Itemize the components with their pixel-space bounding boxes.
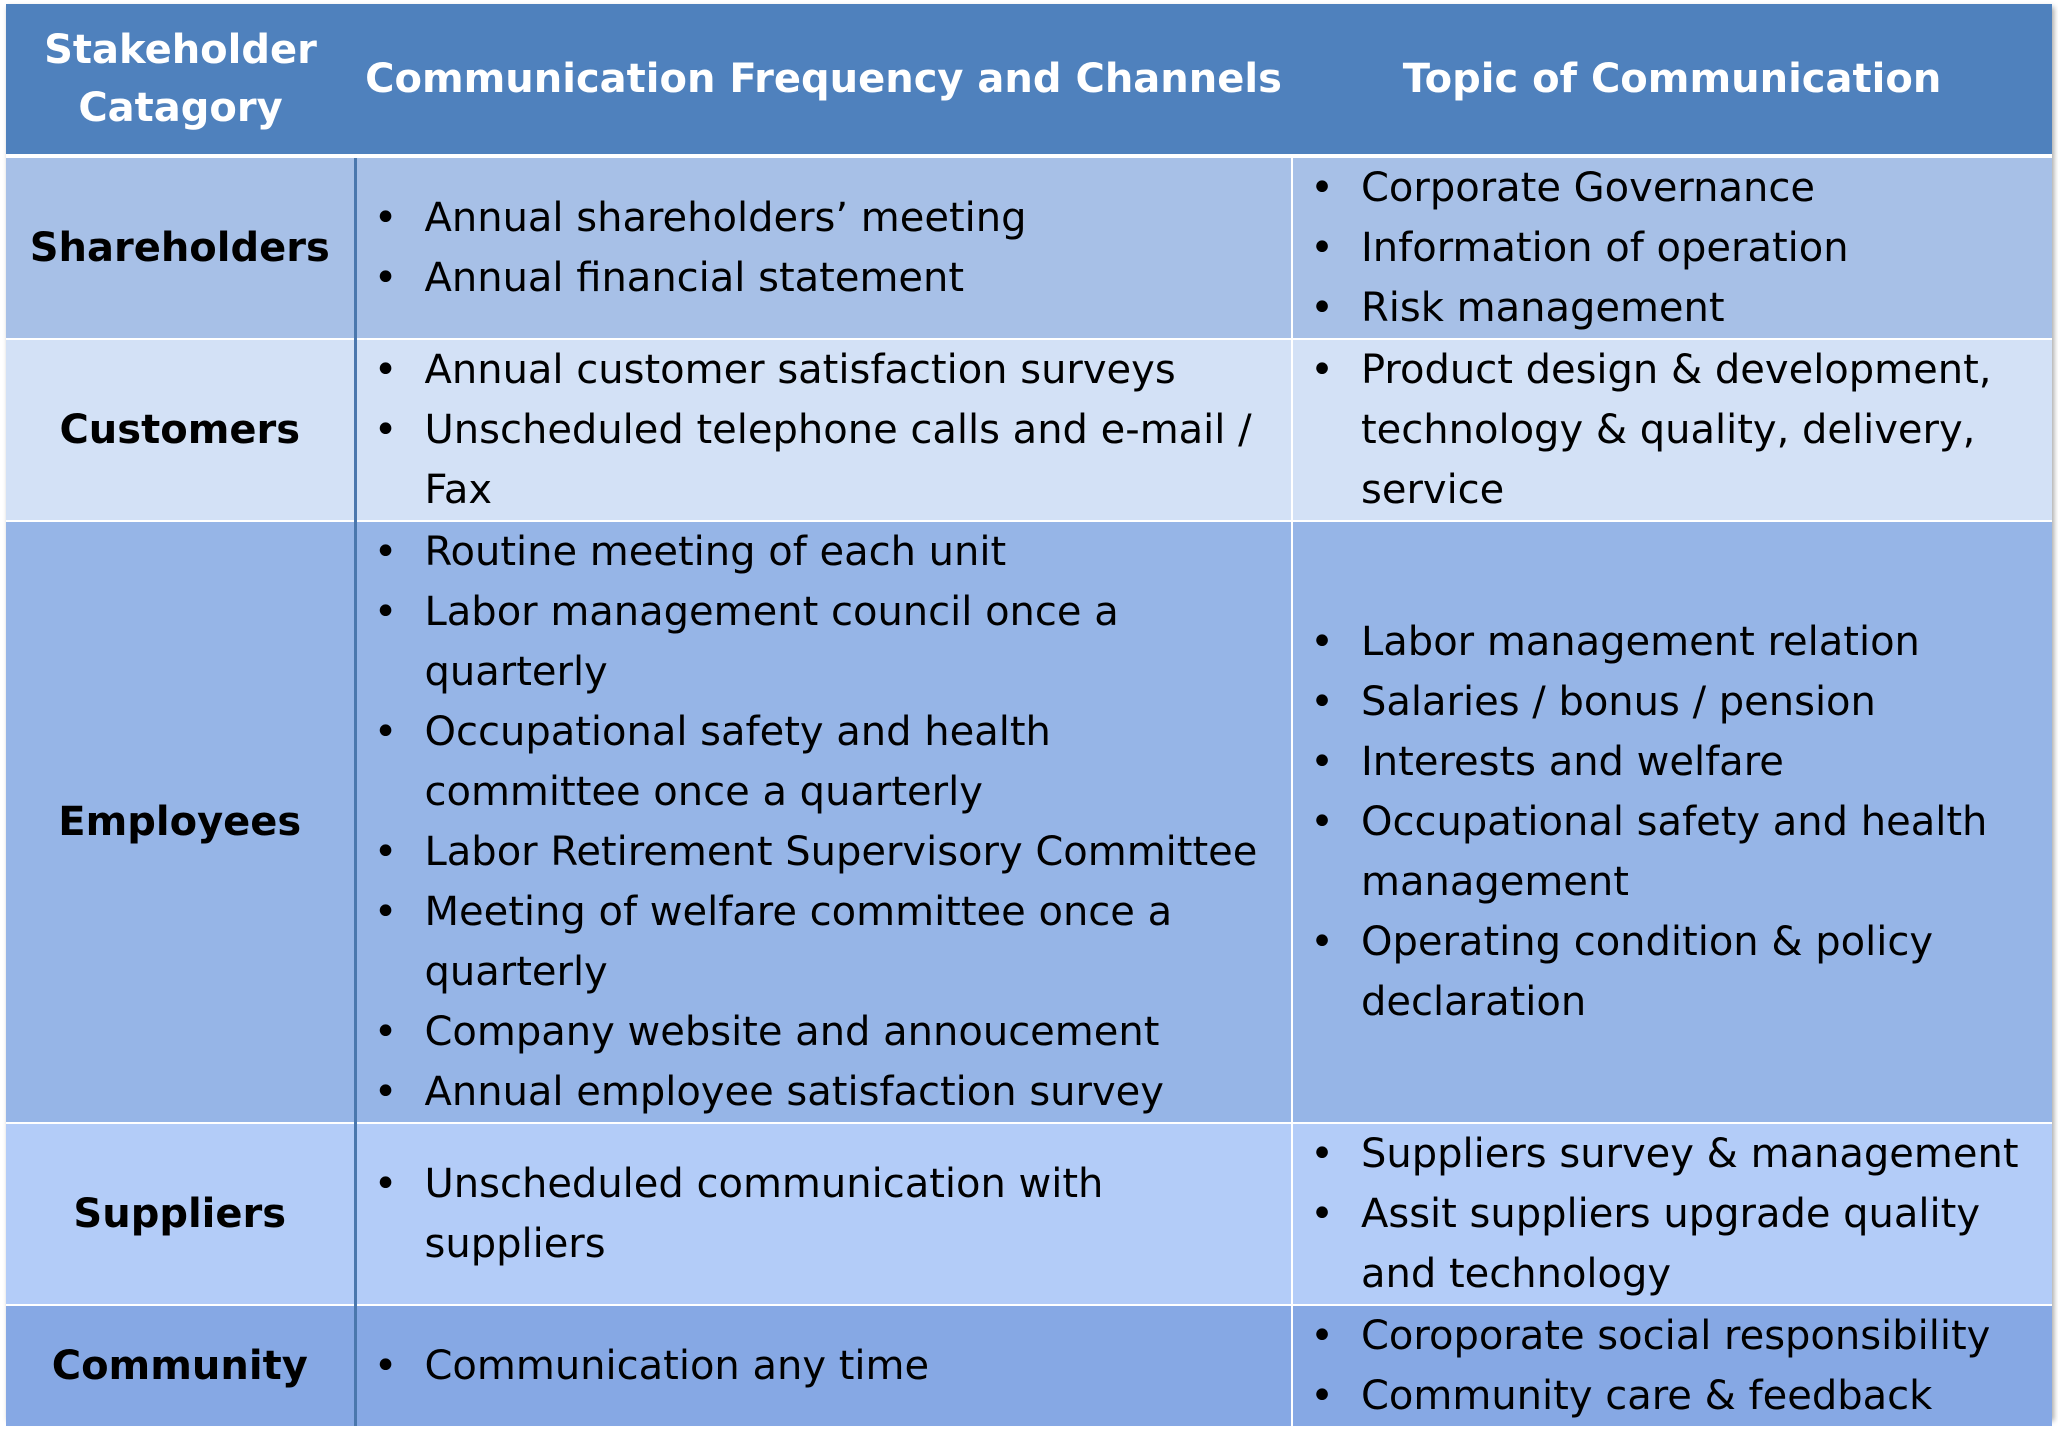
list-item-text: Annual employee satisfaction survey [424,1069,1164,1115]
list-item [357,822,1292,882]
list-item-text: Risk management [1361,285,1725,331]
bullet-icon: • [373,1343,398,1389]
category-cell [6,1305,355,1426]
channels-list [357,1154,1292,1274]
category-cell [6,339,355,521]
list-item [1293,158,2052,218]
list-item-text: Annual customer satisfaction surveys [424,347,1176,393]
bullet-icon: • [373,529,398,575]
list-item [1293,672,2052,732]
bullet-icon: • [373,1161,398,1207]
category-cell [6,156,355,339]
bullet-icon: • [1310,799,1334,845]
list-item [357,1154,1292,1274]
bullet-icon: • [1310,919,1334,965]
bullet-icon: • [1310,1191,1334,1237]
channels-list [357,188,1292,308]
list-item-text: Company website and annoucement [424,1009,1160,1055]
bullet-icon: • [1310,165,1334,211]
topics-list [1293,158,2052,338]
list-item-text: Community care & feedback [1361,1373,1933,1419]
bullet-icon: • [373,829,398,875]
list-item [357,882,1292,1002]
list-item [357,522,1292,582]
list-item-text: Occupational safety and health committee once a quarterly [424,709,1051,815]
header-communication-channels-label: Communication Frequency and Channels [365,56,1282,102]
topics-cell [1292,1305,2052,1426]
list-item-text: Labor management relation [1361,619,1920,665]
table-row-customers [6,339,2052,521]
list-item [357,248,1292,308]
list-item-text: Information of operation [1361,225,1849,271]
list-item-text: Corporate Governance [1361,165,1815,211]
list-item [357,702,1292,822]
bullet-icon: • [1310,1313,1334,1359]
topics-cell [1292,521,2052,1123]
list-item [1293,1306,2052,1366]
bullet-icon: • [1310,739,1334,785]
channels-cell [355,1123,1292,1305]
list-item-text: Communication any time [424,1343,930,1389]
list-item [357,582,1292,702]
list-item [357,400,1292,520]
bullet-icon: • [373,1069,398,1115]
bullet-icon: • [1310,679,1334,725]
list-item-text: Operating condition & policy declaration [1361,919,1934,1025]
bullet-icon: • [1310,225,1334,271]
topics-cell [1292,339,2052,521]
bullet-icon: • [373,709,398,755]
table-row-suppliers [6,1123,2052,1305]
list-item [1293,792,2052,912]
list-item [1293,1184,2052,1304]
category-cell [6,1123,355,1305]
list-item [1293,340,2052,520]
bullet-icon: • [1310,285,1334,331]
header-row [6,4,2052,156]
list-item-text: Labor Retirement Supervisory Committee [424,829,1258,875]
list-item-text: Occupational safety and health management [1361,799,1988,905]
header-communication-channels [355,4,1292,156]
topics-list [1293,612,2052,1032]
channels-list [357,522,1292,1122]
list-item [1293,732,2052,792]
bullet-icon: • [373,255,398,301]
bullet-icon: • [1310,347,1334,393]
list-item [1293,278,2052,338]
list-item-text: Routine meeting of each unit [424,529,1007,575]
table-row-community [6,1305,2052,1426]
channels-cell [355,339,1292,521]
bullet-icon: • [1310,1373,1334,1419]
list-item [357,1062,1292,1122]
channels-list [357,340,1292,520]
category-label: Community [51,1343,308,1389]
table-row-employees [6,521,2052,1123]
table-row-shareholders [6,156,2052,339]
list-item-text: Product design & development, technology & quality, delivery, service [1361,347,1992,513]
bullet-icon: • [1310,619,1334,665]
header-stakeholder-category [6,4,355,156]
list-item-text: Salaries / bonus / pension [1361,679,1876,725]
list-item [1293,1124,2052,1184]
header-stakeholder-category-label: Stakeholder Catagory [44,27,317,131]
list-item [357,188,1292,248]
channels-cell [355,156,1292,339]
topics-list [1293,340,2052,520]
list-item [357,1002,1292,1062]
category-label: Shareholders [29,225,330,271]
category-label: Employees [58,799,302,845]
list-item-text: Interests and welfare [1361,739,1784,785]
channels-list [357,1336,1292,1396]
list-item-text: Meeting of welfare committee once a quarterly [424,889,1173,995]
header-topic-of-communication [1292,4,2052,156]
list-item-text: Annual shareholders’ meeting [424,195,1027,241]
list-item-text: Assit suppliers upgrade quality and technology [1361,1191,1981,1297]
list-item-text: Unscheduled communication with suppliers [424,1161,1104,1267]
list-item [1293,218,2052,278]
channels-cell [355,521,1292,1123]
bullet-icon: • [373,589,398,635]
list-item-text: Annual financial statement [424,255,965,301]
stakeholder-communication-table-container [6,4,2052,1418]
list-item-text: Unscheduled telephone calls and e-mail / Fax [424,407,1252,513]
topics-cell [1292,1123,2052,1305]
list-item [1293,912,2052,1032]
list-item-text: Labor management council once a quarterly [424,589,1119,695]
topics-list [1293,1124,2052,1304]
bullet-icon: • [373,1009,398,1055]
topics-list [1293,1306,2052,1426]
category-cell [6,521,355,1123]
list-item-text: Coroporate social responsibility [1361,1313,1991,1359]
list-item [1293,612,2052,672]
header-topic-label: Topic of Communication [1402,56,1942,102]
stakeholder-communication-table [6,4,2052,1426]
list-item [357,1336,1292,1396]
category-label: Suppliers [73,1191,287,1237]
bullet-icon: • [1310,1131,1334,1177]
bullet-icon: • [373,195,398,241]
category-label: Customers [59,407,301,453]
bullet-icon: • [373,347,398,393]
topics-cell [1292,156,2052,339]
channels-cell [355,1305,1292,1426]
bullet-icon: • [373,889,398,935]
list-item [1293,1366,2052,1426]
list-item [357,340,1292,400]
bullet-icon: • [373,407,398,453]
list-item-text: Suppliers survey & management [1361,1131,2019,1177]
